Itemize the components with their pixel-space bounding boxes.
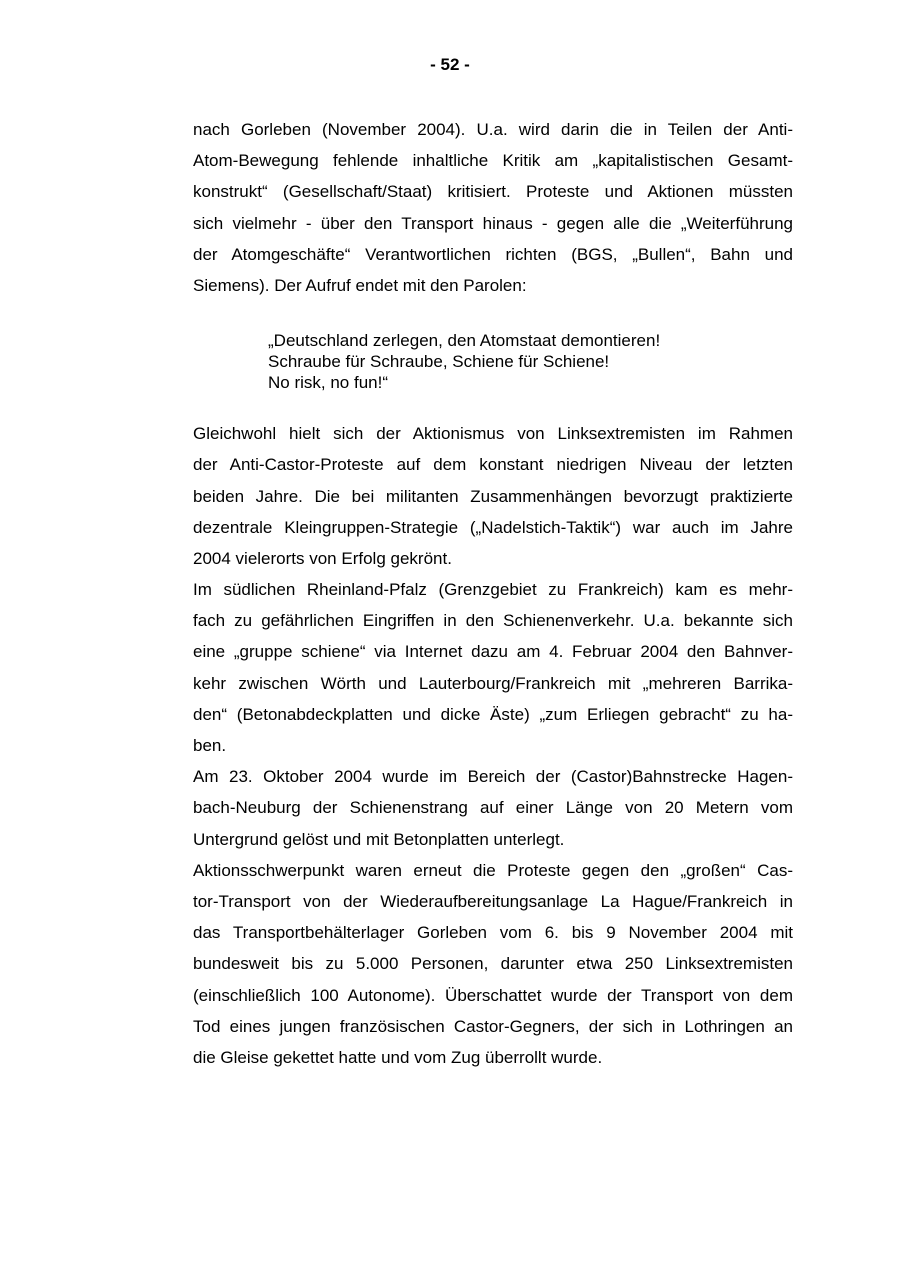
- slogan-quote: [268, 330, 793, 393]
- text-line: Am 23. Oktober 2004 wurde im Bereich der (Castor)Bahnstrecke Hagen-: [193, 767, 793, 787]
- paragraph-aktionismus: [193, 418, 793, 574]
- text-line: beiden Jahre. Die bei militanten Zusammenhängen bevorzugt praktizierte: [193, 486, 793, 506]
- text-line: dezentrale Kleingruppen-Strategie („Nadelstich-Taktik“) war auch im Jahre: [193, 517, 793, 537]
- text-line: nach Gorleben (November 2004). U.a. wird darin die in Teilen der Anti-: [193, 120, 793, 139]
- text-line: Gleichwohl hielt sich der Aktionismus von Linksextremisten im Rahmen: [193, 424, 793, 444]
- text-line: ben.: [193, 736, 227, 755]
- text-line: der Anti-Castor-Proteste auf dem konstant niedrigen Niveau der letzten: [193, 455, 793, 475]
- text-line: tor-Transport von der Wiederaufbereitungsanlage La Hague/Frankreich in: [193, 891, 793, 911]
- text-line: eine „gruppe schiene“ via Internet dazu am 4. Februar 2004 den Bahnver-: [193, 642, 793, 662]
- text-line: 2004 vielerorts von Erfolg gekrönt.: [193, 548, 452, 568]
- paragraph-intro: [193, 114, 793, 301]
- page-number: - 52 -: [430, 55, 470, 74]
- paragraph-castor-transport: [193, 855, 793, 1073]
- text-line: kehr zwischen Wörth und Lauterbourg/Frankreich mit „mehreren Barrika-: [193, 673, 793, 693]
- text-line: (einschließlich 100 Autonome). Überschattet wurde der Transport von dem: [193, 985, 793, 1005]
- text-line: Im südlichen Rheinland-Pfalz (Grenzgebiet zu Frankreich) kam es mehr-: [193, 580, 793, 600]
- text-line: Atom-Bewegung fehlende inhaltliche Kritik am „kapitalistischen Gesamt-: [193, 151, 793, 171]
- paragraph-rheinland-pfalz: [193, 574, 793, 761]
- text-line: Aktionsschwerpunkt waren erneut die Proteste gegen den „großen“ Cas-: [193, 860, 793, 880]
- text-line: sich vielmehr - über den Transport hinaus - gegen alle die „Weiterführung: [193, 213, 793, 233]
- text-line: das Transportbehälterlager Gorleben vom 6. bis 9 November 2004 mit: [193, 923, 793, 943]
- text-line: bach-Neuburg der Schienenstrang auf einer Länge von 20 Metern vom: [193, 798, 793, 818]
- text-line: konstrukt“ (Gesellschaft/Staat) kritisiert. Proteste und Aktionen müssten: [193, 182, 793, 202]
- text-line: fach zu gefährlichen Eingriffen in den Schienenverkehr. U.a. bekannte sich: [193, 611, 793, 631]
- quote-line: Schraube für Schraube, Schiene für Schiene!: [268, 352, 610, 372]
- text-line: bundesweit bis zu 5.000 Personen, darunter etwa 250 Linksextremisten: [193, 954, 793, 974]
- quote-line: „Deutschland zerlegen, den Atomstaat demontieren!: [268, 331, 661, 351]
- text-line: die Gleise gekettet hatte und vom Zug überrollt wurde.: [193, 1047, 603, 1067]
- text-line: Tod eines jungen französischen Castor-Gegners, der sich in Lothringen an: [193, 1016, 793, 1036]
- text-line: den“ (Betonabdeckplatten und dicke Äste) „zum Erliegen gebracht“ zu ha-: [193, 704, 793, 724]
- text-line: der Atomgeschäfte“ Verantwortlichen richten (BGS, „Bullen“, Bahn und: [193, 244, 793, 264]
- document-body: [193, 114, 793, 1073]
- text-line: Untergrund gelöst und mit Betonplatten unterlegt.: [193, 829, 565, 849]
- quote-line: No risk, no fun!“: [268, 373, 388, 393]
- paragraph-hagenbach: [193, 761, 793, 855]
- text-line: Siemens). Der Aufruf endet mit den Parolen:: [193, 275, 527, 295]
